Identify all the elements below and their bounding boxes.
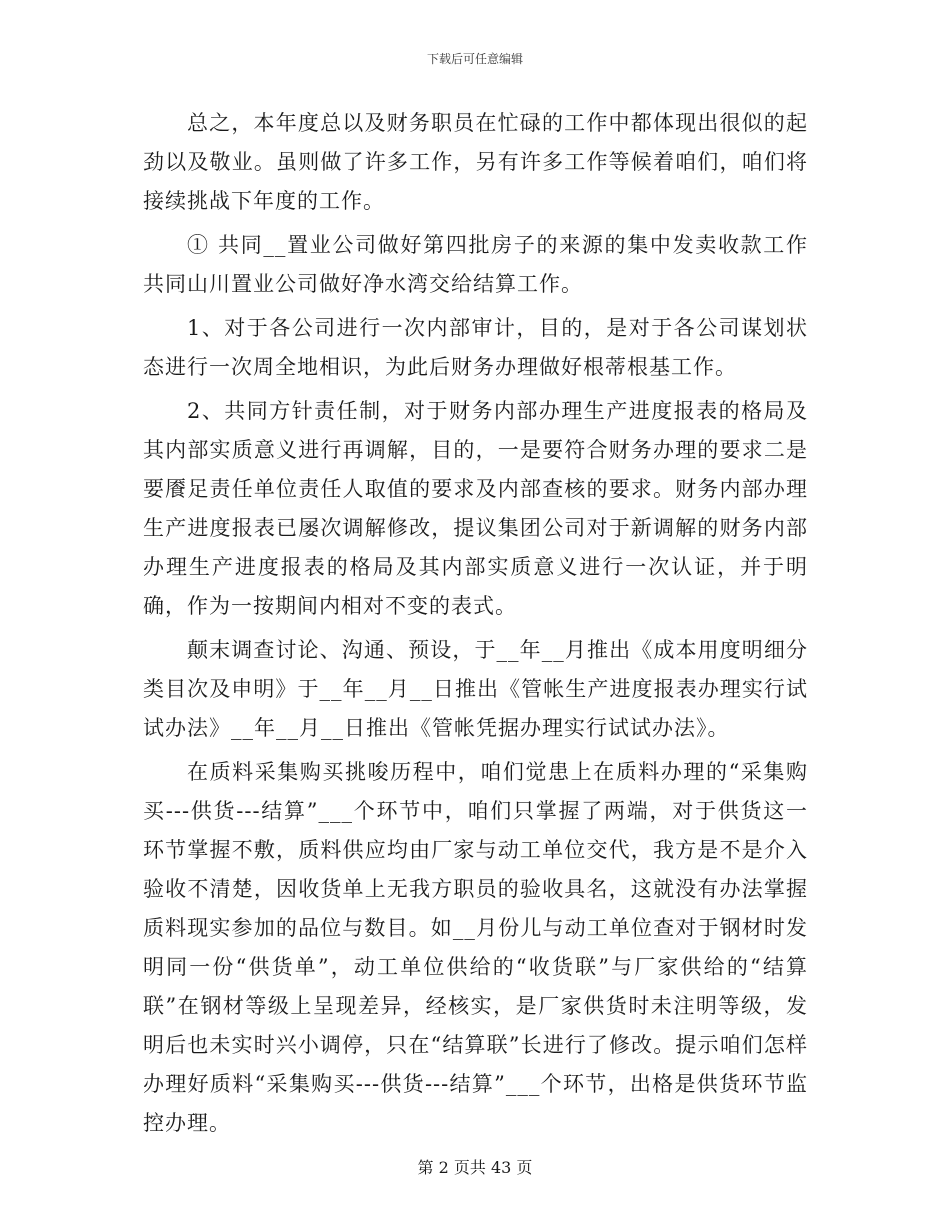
paragraph-materials: 在质料采集购买挑唆历程中，咱们觉患上在质料办理的“采集购买---供货---结算”___个环节中，咱们只掌握了两端，对于供货这一环节掌握不敷，质料供应均由厂家与动工单位交代，我方是不是介入验收不清楚，因收货单上无我方职员的验收具名，这就没有办法掌握质料现实参加的品位与数目。如__月份儿与动工单位查对于钢材时发明同一份“供货单”，动工单位供给的“收货联”与厂家供给的“结算联”在钢材等级上呈现差异，经核实，是厂家供货时未注明等级，发明后也未实时兴小调停，只在“结算联”长进行了修改。提示咱们怎样办理好质料“采集购买---供货---结算”___个环节，出格是供货环节监控办理。 [143,760,808,1135]
document-body [143,104,808,1143]
page-header: 下载后可任意编辑 [426,52,523,66]
paragraph-item-circled-1: ① 共同__置业公司做好第四批房子的来源的集中发卖收款工作共同山川置业公司做好净水湾交给结算工作。 [143,233,808,296]
paragraph-item-2: 2、共同方针责任制，对于财务内部办理生产进度报表的格局及其内部实质意义进行再调解，目的，一是要符合财务办理的要求二是要餍足责任单位责任人取值的要求及内部查核的要求。财务内部办理生产进度报表已屡次调解修改，提议集团公司对于新调解的财务内部办理生产进度报表的格局及其内部实质意义进行一次认证，并于明确，作为一按期间内相对不变的表式。 [143,399,808,618]
paragraph-summary: 总之，本年度总以及财务职员在忙碌的工作中都体现出很似的起劲以及敬业。虽则做了许多工作，另有许多工作等候着咱们，咱们将接续挑战下年度的工作。 [143,111,808,213]
paragraph-item-1: 1、对于各公司进行一次内部审计，目的，是对于各公司谋划状态进行一次周全地相识，为此后财务办理做好根蒂根基工作。 [143,316,808,379]
page-footer: 第 2 页共 43 页 [417,1158,533,1177]
paragraph-procedures: 颠末调查讨论、沟通、预设，于__年__月推出《成本用度明细分类目次及申明》于__年__月__日推出《管帐生产进度报表办理实行试试办法》__年__月__日推出《管帐凭据办理实行试试办法》。 [143,638,808,740]
